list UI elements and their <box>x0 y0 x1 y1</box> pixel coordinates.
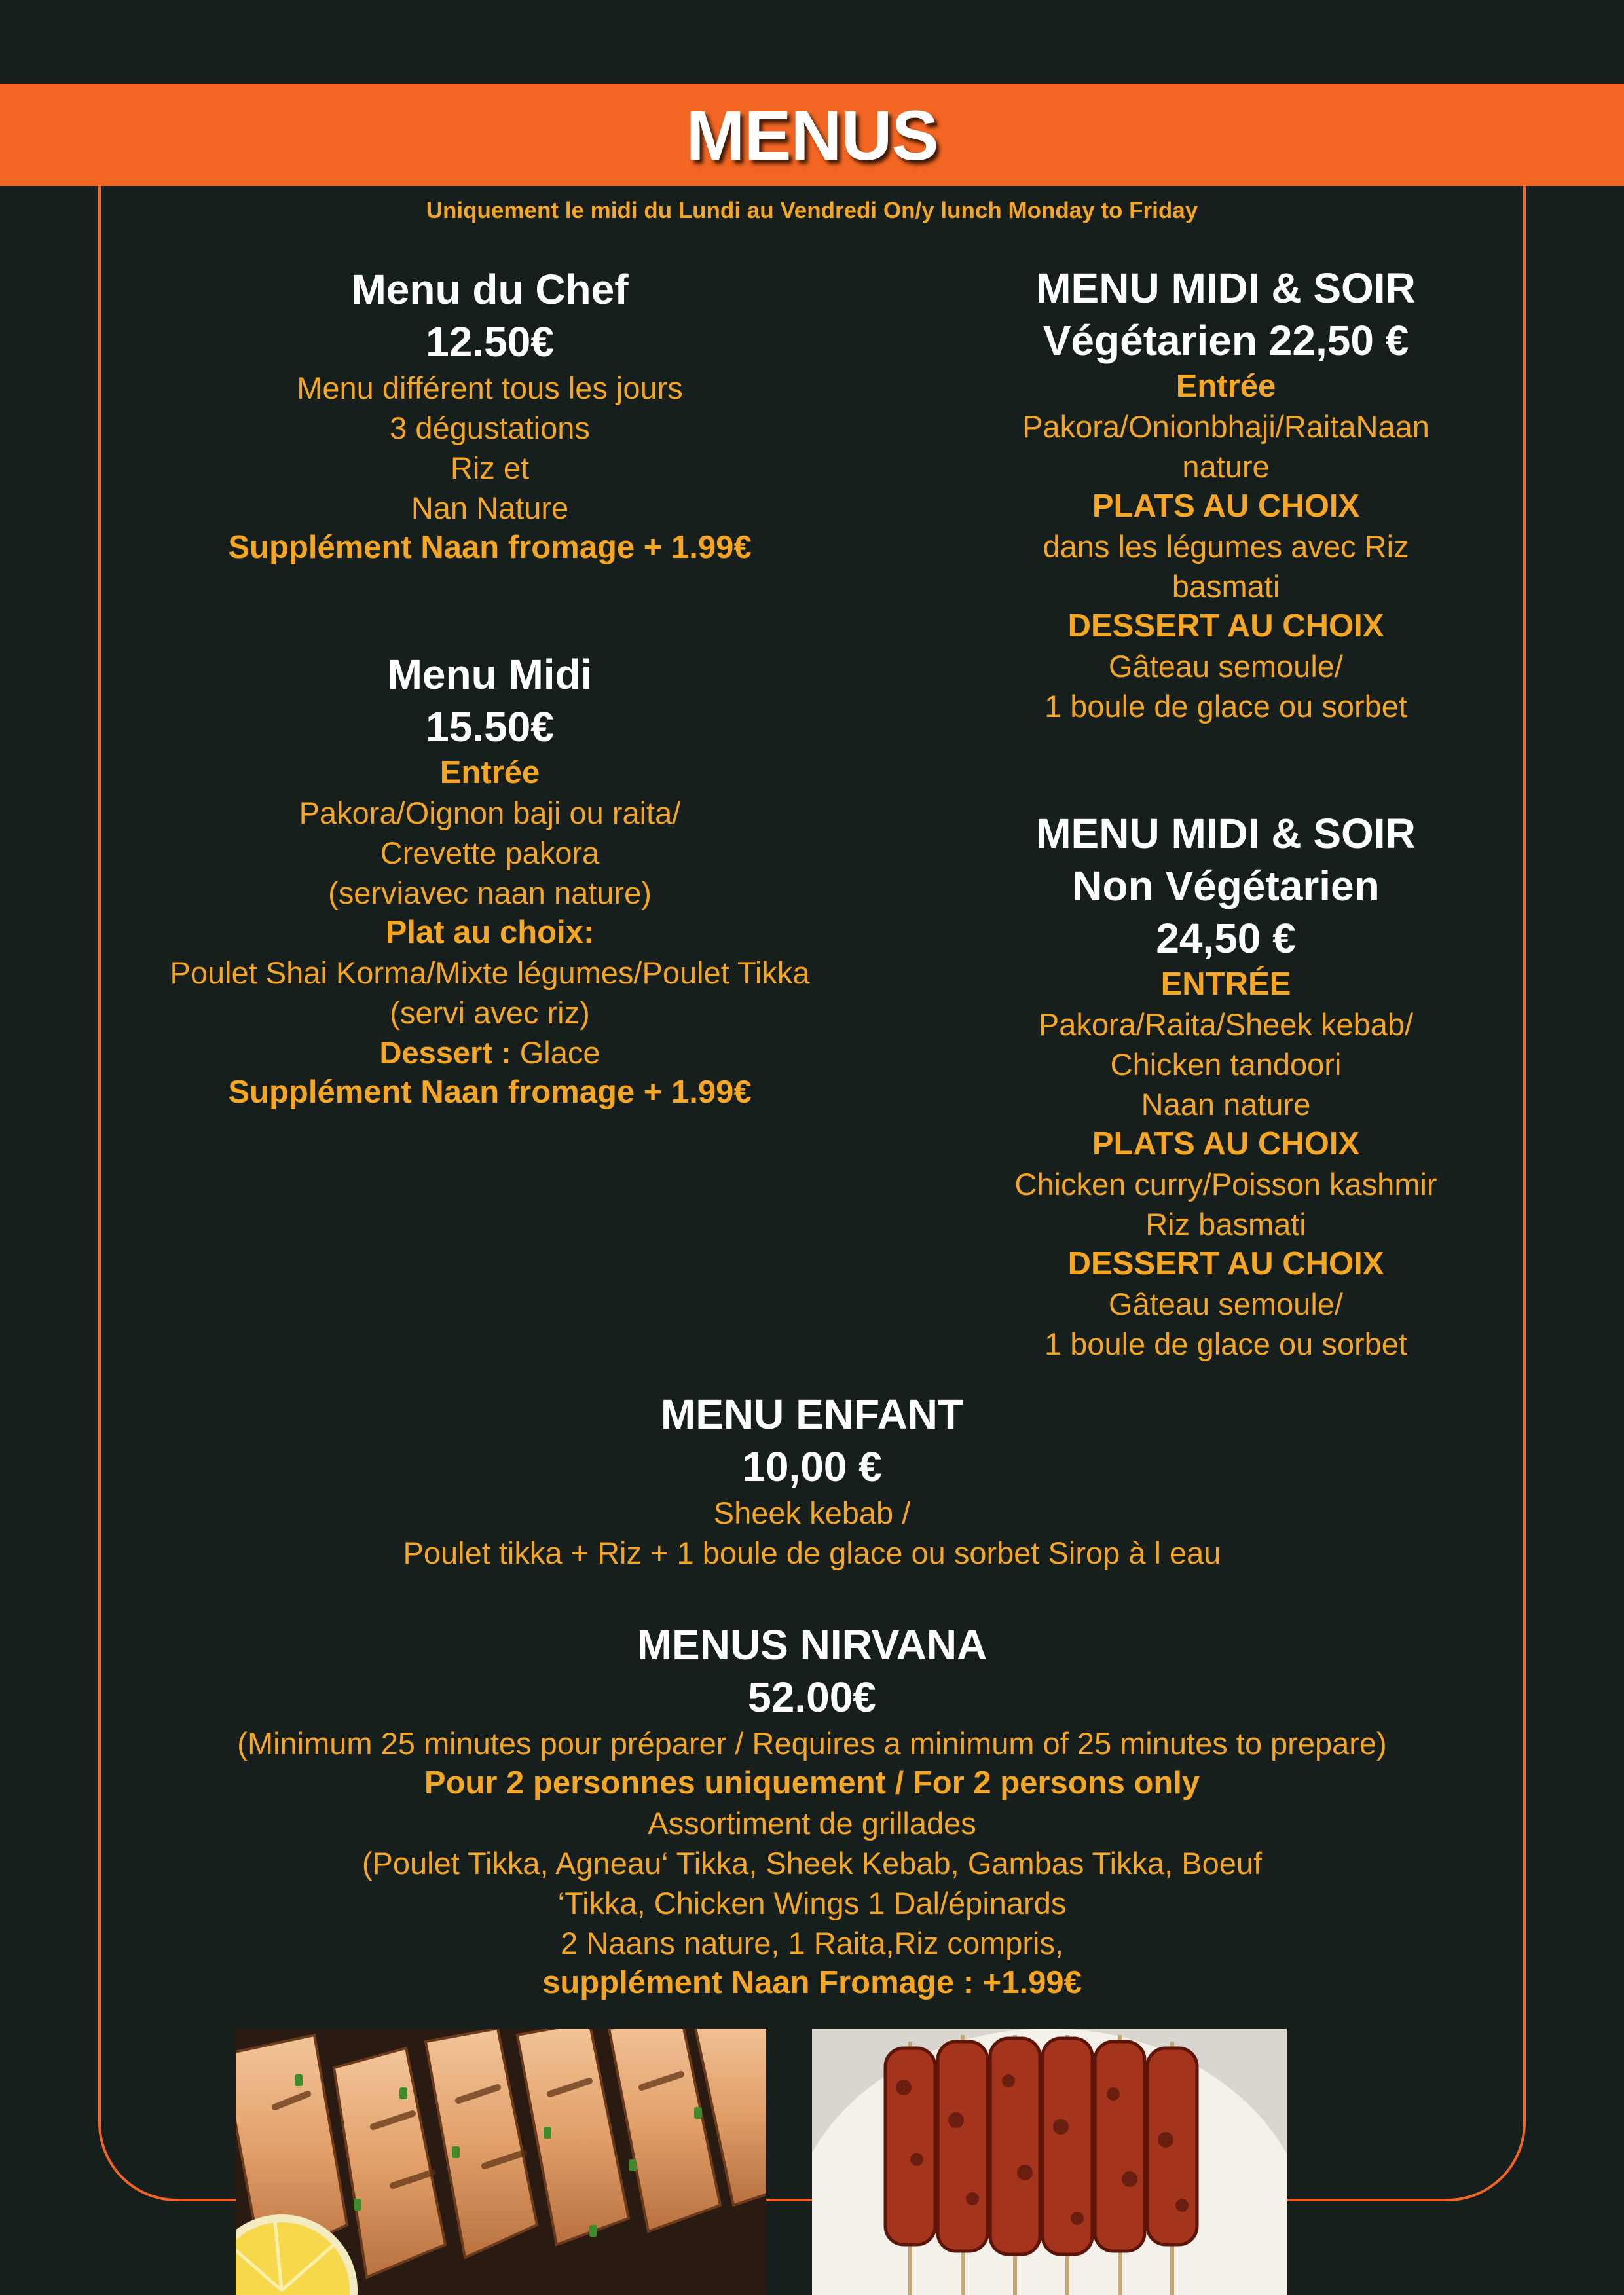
menu-non-vegetarien-subtitle: Non Végétarien <box>1072 862 1380 909</box>
menu-chef-line: 3 dégustations <box>390 411 590 445</box>
grilled-chicken-photo <box>236 2029 766 2295</box>
menu-midi-entree-line: (serviavec naan nature) <box>328 875 652 910</box>
menu-enfant-title: MENU ENFANT <box>660 1391 964 1438</box>
menu-non-vegetarien-plats-line: Chicken curry/Poisson kashmir <box>1014 1167 1437 1202</box>
menu-vegetarien-entree-label: Entrée <box>1175 369 1276 404</box>
menu-non-vegetarien-plats-label: PLATS AU CHOIX <box>1092 1126 1360 1162</box>
menu-vegetarien-dessert-line: Gâteau semoule/ <box>1109 649 1343 684</box>
menu-midi-entree-label: Entrée <box>439 755 540 790</box>
menu-chef-supplement: Supplément Naan fromage + 1.99€ <box>228 530 752 565</box>
menu-vegetarien-section <box>833 262 1619 726</box>
menu-nirvana-supplement: supplément Naan Fromage : +1.99€ <box>542 1965 1082 2000</box>
menu-vegetarien-entree-line: nature <box>1182 449 1270 484</box>
menu-midi-plat-label: Plat au choix: <box>385 915 595 950</box>
menu-midi-dessert <box>97 1033 883 1073</box>
menu-nirvana-title: MENUS NIRVANA <box>637 1621 987 1668</box>
menu-midi-section <box>97 648 883 1112</box>
menu-chef-line: Menu différent tous les jours <box>297 371 683 405</box>
menu-vegetarien-subtitle-price: Végétarien 22,50 € <box>1043 317 1409 364</box>
menu-midi-plat-line: (servi avec riz) <box>390 995 590 1030</box>
menu-non-vegetarien-price: 24,50 € <box>1156 915 1296 962</box>
menu-non-vegetarien-entree-label: ENTRÉE <box>1160 966 1291 1002</box>
menu-midi-entree-line: Crevette pakora <box>380 835 600 870</box>
kebab-skewers-photo <box>812 2029 1287 2295</box>
menu-enfant-line: Poulet tikka + Riz + 1 boule de glace ou sorbet Sirop à l eau <box>403 1535 1221 1570</box>
menu-vegetarien-dessert-label: DESSERT AU CHOIX <box>1067 608 1384 644</box>
menu-midi-plat-line: Poulet Shai Korma/Mixte légumes/Poulet Tikka <box>170 955 810 990</box>
menu-chef-title: Menu du Chef <box>351 266 629 313</box>
menu-vegetarien-dessert-line: 1 boule de glace ou sorbet <box>1044 689 1407 724</box>
menu-chef-price: 12.50€ <box>426 318 554 365</box>
menu-non-vegetarien-dessert-line: 1 boule de glace ou sorbet <box>1044 1327 1407 1361</box>
menu-nirvana-price: 52.00€ <box>748 1674 876 1721</box>
menu-nirvana-persons: Pour 2 personnes uniquement / For 2 persons only <box>424 1765 1200 1801</box>
menu-non-vegetarien-title: MENU MIDI & SOIR <box>1036 810 1416 857</box>
menu-chef-line: Riz et <box>450 450 530 485</box>
menu-vegetarien-plats-label: PLATS AU CHOIX <box>1092 488 1360 524</box>
menu-vegetarien-title: MENU MIDI & SOIR <box>1036 265 1416 312</box>
menu-vegetarien-plats-line: basmati <box>1172 569 1280 604</box>
menu-nirvana-line: (Poulet Tikka, Agneau‘ Tikka, Sheek Kebab, Gambas Tikka, Boeuf <box>361 1846 1263 1881</box>
menu-midi-supplement: Supplément Naan fromage + 1.99€ <box>228 1074 752 1110</box>
menu-nirvana-note: (Minimum 25 minutes pour préparer / Requires a minimum of 25 minutes to prepare) <box>237 1726 1387 1761</box>
menu-nirvana-section <box>0 1619 1624 2003</box>
menu-non-vegetarien-entree-line: Pakora/Raita/Sheek kebab/ <box>1038 1007 1414 1042</box>
menu-nirvana-line: Assortiment de grillades <box>648 1806 976 1841</box>
menu-midi-entree-line: Pakora/Oignon baji ou raita/ <box>299 796 681 830</box>
menu-enfant-price: 10,00 € <box>742 1443 882 1490</box>
header-banner <box>0 84 1624 186</box>
menu-midi-price: 15.50€ <box>426 703 554 750</box>
menu-vegetarien-entree-line: Pakora/Onionbhaji/RaitaNaan <box>1022 409 1430 444</box>
menu-non-vegetarien-dessert-label: DESSERT AU CHOIX <box>1067 1246 1384 1281</box>
menu-midi-title: Menu Midi <box>387 651 593 698</box>
menu-vegetarien-plats-line: dans les légumes avec Riz <box>1043 529 1409 564</box>
menu-chef-line: Nan Nature <box>411 490 569 525</box>
menu-midi-dessert-label: Dessert : <box>379 1035 511 1070</box>
menu-non-vegetarien-dessert-line: Gâteau semoule/ <box>1109 1287 1343 1321</box>
menu-nirvana-line: 2 Naans nature, 1 Raita,Riz compris, <box>561 1926 1063 1960</box>
lunch-availability-note: Uniquement le midi du Lundi au Vendredi On/y lunch Monday to Friday <box>426 198 1198 223</box>
menu-midi-dessert-value: Glace <box>511 1035 600 1070</box>
menu-enfant-line: Sheek kebab / <box>713 1496 911 1530</box>
menu-non-vegetarien-section <box>833 807 1619 1364</box>
menu-non-vegetarien-plats-line: Riz basmati <box>1145 1207 1306 1241</box>
menu-nirvana-line: ‘Tikka, Chicken Wings 1 Dal/épinards <box>557 1886 1067 1920</box>
menu-chef-section <box>97 263 883 568</box>
page-title: MENUS <box>686 95 938 175</box>
menu-enfant-section <box>0 1388 1624 1573</box>
menu-non-vegetarien-entree-line: Naan nature <box>1141 1087 1311 1122</box>
menu-non-vegetarien-entree-line: Chicken tandoori <box>1110 1047 1342 1082</box>
